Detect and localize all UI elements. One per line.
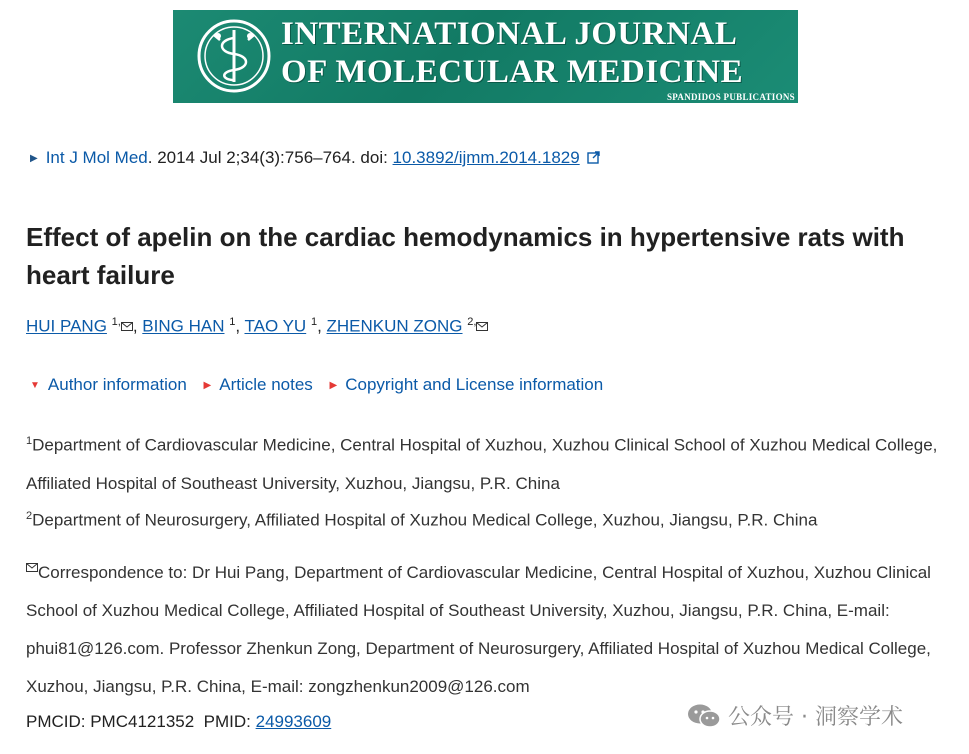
banner-title-line1: INTERNATIONAL JOURNAL bbox=[281, 16, 738, 52]
toggle-author-information[interactable] bbox=[30, 375, 187, 394]
wechat-watermark bbox=[686, 700, 903, 731]
pmid-link[interactable]: 24993609 bbox=[255, 712, 332, 731]
envelope-icon[interactable] bbox=[121, 322, 133, 331]
envelope-icon bbox=[26, 563, 38, 572]
author-separator: , bbox=[317, 316, 327, 336]
affiliation-2 bbox=[26, 497, 946, 540]
external-link-icon[interactable] bbox=[587, 151, 600, 164]
author-separator: , bbox=[235, 316, 245, 336]
toggle-label[interactable]: Article notes bbox=[219, 375, 313, 394]
author-affiliation-sup: 2, bbox=[467, 316, 477, 328]
author-affiliation-sup: 1 bbox=[229, 316, 236, 328]
citation-line bbox=[30, 148, 600, 168]
banner-title-line2: OF MOLECULAR MEDICINE bbox=[281, 54, 744, 90]
envelope-icon[interactable] bbox=[476, 322, 488, 331]
journal-banner[interactable] bbox=[173, 10, 798, 103]
author-link[interactable]: TAO YU bbox=[244, 316, 307, 336]
caret-right-icon: ▶ bbox=[329, 380, 338, 391]
author-affiliation-sup: 1, bbox=[111, 316, 121, 328]
author-link[interactable]: HUI PANG bbox=[26, 316, 107, 336]
toggle-label[interactable]: Copyright and License information bbox=[345, 375, 604, 394]
caret-right-icon: ▶ bbox=[203, 380, 212, 391]
wechat-icon bbox=[686, 703, 722, 729]
caret-down-icon: ▼ bbox=[30, 380, 40, 391]
pmcid-label: PMCID: PMC4121352 bbox=[26, 712, 195, 731]
author-link[interactable]: ZHENKUN ZONG bbox=[326, 316, 463, 336]
info-toggles bbox=[30, 375, 615, 395]
author-list bbox=[26, 316, 488, 337]
author-link[interactable]: BING HAN bbox=[142, 316, 225, 336]
correspondence-text: Correspondence to: Dr Hui Pang, Department of Cardiovascular Medicine, Central Hospital of Xuzhou, Xuzhou Clinical School of Xuzhou Medical College, Affiliated Hospital of Southeast University, Xuzhou, Jiangsu, P.R. China, E-mail: phui81@126.com. Professor Zhenkun Zong, Department of Neurosurgery, Affiliated Hospital of Xuzhou Medical College, Xuzhou, Jiangsu, P.R. China, E-mail: zongzhenkun2009@126.com bbox=[26, 563, 931, 696]
affiliation-number: 2 bbox=[26, 510, 33, 522]
author-separator: , bbox=[132, 316, 143, 336]
affiliation-number: 1 bbox=[26, 435, 33, 447]
pmid-label: PMID: bbox=[203, 712, 251, 731]
toggle-label[interactable]: Author information bbox=[47, 375, 187, 394]
toggle-article-notes[interactable] bbox=[204, 375, 313, 394]
article-ids bbox=[26, 712, 331, 732]
article-title: Effect of apelin on the cardiac hemodynamics in hypertensive rats with heart failure bbox=[26, 222, 905, 290]
toggle-copyright-license[interactable] bbox=[330, 375, 604, 394]
journal-link[interactable]: Int J Mol Med bbox=[45, 148, 148, 167]
correspondence bbox=[26, 554, 946, 706]
affiliation-1 bbox=[26, 422, 946, 503]
citation-details: . 2014 Jul 2;34(3):756–764. doi: bbox=[147, 148, 393, 167]
affiliation-text: Department of Neurosurgery, Affiliated Hospital of Xuzhou Medical College, Xuzhou, Jiangsu, P.R. China bbox=[32, 510, 818, 530]
watermark-text: 公众号 · 洞察学术 bbox=[728, 705, 903, 730]
author-affiliation-sup: 1 bbox=[310, 316, 318, 328]
doi-link[interactable]: 10.3892/ijmm.2014.1829 bbox=[392, 148, 580, 167]
expand-triangle-icon[interactable]: ▶ bbox=[30, 153, 38, 164]
affiliation-text: Department of Cardiovascular Medicine, Central Hospital of Xuzhou, Xuzhou Clinical School of Xuzhou Medical College, Affiliated Hospital of Southeast University, Xuzhou, Jiangsu, P.R. China bbox=[26, 435, 938, 493]
banner-publisher: SPANDIDOS PUBLICATIONS bbox=[666, 92, 795, 102]
journal-emblem-icon bbox=[196, 18, 272, 94]
